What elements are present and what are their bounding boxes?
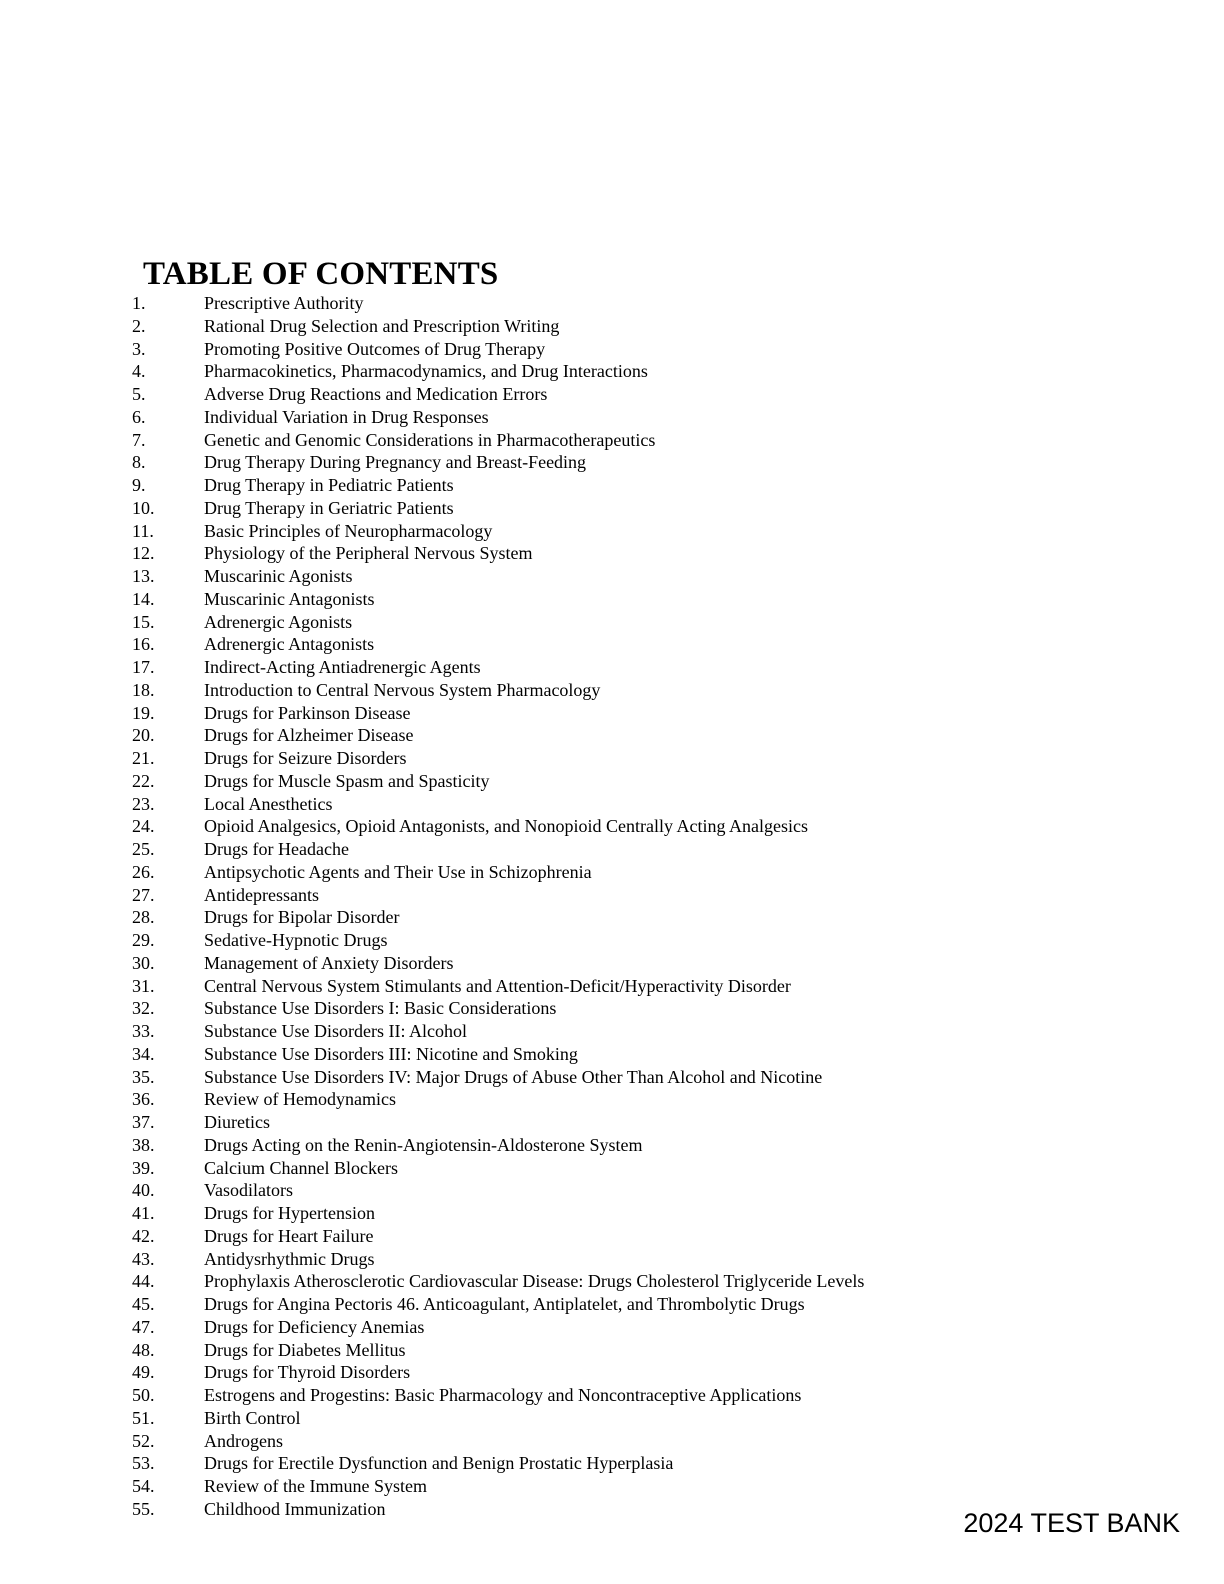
toc-entry (0, 793, 1100, 816)
toc-entry-number: 38. (132, 1134, 155, 1155)
toc-entry (0, 1430, 1100, 1453)
toc-entry (0, 1179, 1100, 1202)
toc-entry-number: 2. (132, 315, 146, 336)
toc-entry (0, 861, 1100, 884)
toc-entry-number: 40. (132, 1180, 155, 1201)
toc-entry-title: Opioid Analgesics, Opioid Antagonists, and Nonopioid Centrally Acting Analgesics (204, 816, 808, 837)
toc-entry-title: Drugs for Deficiency Anemias (204, 1316, 425, 1337)
toc-entry-number: 24. (132, 816, 155, 837)
toc-entry (0, 338, 1100, 361)
toc-entry (0, 1020, 1100, 1043)
toc-entry-number: 52. (132, 1430, 155, 1451)
toc-entry-title: Introduction to Central Nervous System Pharmacology (204, 679, 601, 700)
toc-entry-title: Drugs for Thyroid Disorders (204, 1362, 411, 1383)
toc-entry-number: 47. (132, 1316, 155, 1337)
toc-entry-number: 49. (132, 1362, 155, 1383)
toc-entry (0, 838, 1100, 861)
toc-entry-number: 15. (132, 611, 155, 632)
toc-entry (0, 542, 1100, 565)
toc-entry-number: 42. (132, 1225, 155, 1246)
toc-entry-number: 33. (132, 1021, 155, 1041)
toc-entry-title: Substance Use Disorders IV: Major Drugs of Abuse Other Than Alcohol and Nicotine (204, 1066, 823, 1087)
toc-entry-number: 45. (132, 1294, 155, 1314)
toc-entry (0, 702, 1100, 725)
toc-entry (0, 1202, 1100, 1225)
toc-entry-number: 18. (132, 679, 155, 700)
toc-entry-number: 10. (132, 497, 155, 518)
toc-entry-title: Rational Drug Selection and Prescription Writing (204, 315, 560, 336)
toc-entry-number: 43. (132, 1248, 155, 1269)
toc-entry (0, 1134, 1100, 1157)
toc-entry-number: 29. (132, 930, 155, 950)
toc-entry (0, 1452, 1100, 1475)
toc-entry-title: Estrogens and Progestins: Basic Pharmacology and Noncontraceptive Applications (204, 1385, 802, 1405)
toc-entry-title: Drugs for Erectile Dysfunction and Benign Prostatic Hyperplasia (204, 1453, 674, 1474)
toc-entry-title: Sedative-Hypnotic Drugs (204, 930, 388, 950)
toc-entry-number: 28. (132, 907, 155, 928)
toc-entry-title: Drugs for Hypertension (204, 1203, 375, 1223)
toc-entry (0, 679, 1100, 702)
toc-entry-number: 20. (132, 725, 155, 746)
toc-entry-number: 9. (132, 475, 146, 495)
toc-entry-title: Substance Use Disorders I: Basic Considerations (204, 998, 557, 1019)
toc-entry-number: 51. (132, 1407, 155, 1428)
toc-entry (0, 724, 1100, 747)
toc-entry (0, 1339, 1100, 1362)
toc-entry (0, 520, 1100, 543)
toc-entry-number: 31. (132, 975, 155, 996)
toc-entry-title: Adrenergic Agonists (204, 611, 353, 632)
toc-entry-title: Drug Therapy in Geriatric Patients (204, 497, 454, 518)
toc-entry (0, 429, 1100, 452)
toc-entry-title: Pharmacokinetics, Pharmacodynamics, and Drug Interactions (204, 361, 648, 382)
toc-entry-title: Adrenergic Antagonists (204, 634, 375, 655)
toc-entry-number: 3. (132, 338, 146, 359)
toc-entry-number: 44. (132, 1271, 155, 1292)
toc-entry (0, 1361, 1100, 1384)
toc-entry (0, 588, 1100, 611)
toc-entry (0, 451, 1100, 474)
toc-entry-title: Management of Anxiety Disorders (204, 952, 454, 973)
toc-entry (0, 1293, 1100, 1316)
toc-entry-title: Physiology of the Peripheral Nervous System (204, 543, 533, 564)
toc-entry-number: 48. (132, 1339, 155, 1360)
toc-entry-number: 37. (132, 1112, 155, 1132)
toc-entry-number: 12. (132, 543, 155, 564)
toc-entry (0, 315, 1100, 338)
toc-entry-title: Drugs Acting on the Renin-Angiotensin-Aldosterone System (204, 1134, 643, 1155)
toc-entry (0, 1111, 1100, 1134)
toc-entry-title: Childhood Immunization (204, 1498, 386, 1519)
toc-entry-title: Calcium Channel Blockers (204, 1157, 398, 1178)
toc-entry (0, 747, 1100, 770)
toc-entry (0, 565, 1100, 588)
toc-entry-title: Central Nervous System Stimulants and Attention-Deficit/Hyperactivity Disorder (204, 975, 791, 996)
toc-entry-number: 23. (132, 793, 155, 814)
toc-list (0, 292, 1100, 1521)
toc-entry-title: Drug Therapy in Pediatric Patients (204, 475, 454, 495)
toc-entry (0, 884, 1100, 907)
toc-entry (0, 292, 1100, 315)
toc-entry-title: Adverse Drug Reactions and Medication Errors (204, 384, 548, 404)
toc-entry-number: 17. (132, 657, 155, 677)
toc-entry-title: Antidysrhythmic Drugs (204, 1248, 375, 1269)
toc-entry-title: Genetic and Genomic Considerations in Pharmacotherapeutics (204, 429, 656, 450)
toc-entry-title: Review of Hemodynamics (204, 1089, 396, 1110)
toc-entry (0, 1225, 1100, 1248)
toc-entry-title: Promoting Positive Outcomes of Drug Therapy (204, 338, 546, 359)
toc-entry (0, 1066, 1100, 1089)
toc-entry-number: 55. (132, 1498, 155, 1519)
toc-entry-number: 19. (132, 702, 155, 723)
toc-entry-number: 6. (132, 406, 146, 427)
toc-entry-number: 34. (132, 1043, 155, 1064)
toc-entry-title: Local Anesthetics (204, 793, 333, 814)
toc-entry-number: 25. (132, 839, 155, 859)
toc-entry (0, 770, 1100, 793)
toc-entry (0, 406, 1100, 429)
toc-entry (0, 1407, 1100, 1430)
toc-entry (0, 1498, 1100, 1521)
toc-entry (0, 1088, 1100, 1111)
toc-entry (0, 997, 1100, 1020)
toc-entry-title: Antipsychotic Agents and Their Use in Schizophrenia (204, 861, 592, 882)
footer-label: 2024 TEST BANK (963, 1508, 1180, 1538)
toc-entry (0, 497, 1100, 520)
toc-entry-title: Substance Use Disorders III: Nicotine and Smoking (204, 1043, 578, 1064)
toc-entry (0, 906, 1100, 929)
toc-entry-title: Muscarinic Agonists (204, 566, 353, 586)
toc-entry-title: Drugs for Parkinson Disease (204, 702, 411, 723)
toc-entry-title: Drugs for Heart Failure (204, 1225, 374, 1246)
toc-entry-number: 54. (132, 1476, 155, 1496)
toc-entry-title: Indirect-Acting Antiadrenergic Agents (204, 657, 481, 677)
toc-entry (0, 1316, 1100, 1339)
toc-entry-number: 14. (132, 588, 155, 609)
toc-entry-title: Muscarinic Antagonists (204, 588, 375, 609)
toc-entry (0, 360, 1100, 383)
toc-entry-title: Drugs for Diabetes Mellitus (204, 1339, 406, 1360)
toc-entry-title: Drug Therapy During Pregnancy and Breast-Feeding (204, 452, 587, 473)
toc-entry-title: Drugs for Angina Pectoris 46. Anticoagulant, Antiplatelet, and Thrombolytic Drugs (204, 1294, 805, 1314)
toc-entry-title: Basic Principles of Neuropharmacology (204, 520, 493, 541)
toc-entry (0, 1157, 1100, 1180)
toc-entry-title: Drugs for Alzheimer Disease (204, 725, 414, 746)
toc-entry-number: 27. (132, 884, 155, 905)
toc-entry-number: 16. (132, 634, 155, 655)
toc-entry-title: Vasodilators (204, 1180, 293, 1201)
toc-entry-title: Antidepressants (204, 884, 319, 905)
toc-entry-title: Birth Control (204, 1407, 301, 1428)
toc-entry (0, 656, 1100, 679)
toc-entry-title: Prophylaxis Atherosclerotic Cardiovascular Disease: Drugs Cholesterol Triglyceride Levels (204, 1271, 865, 1292)
toc-entry-number: 7. (132, 429, 146, 450)
toc-entry (0, 633, 1100, 656)
toc-entry-title: Drugs for Bipolar Disorder (204, 907, 400, 928)
toc-entry (0, 474, 1100, 497)
toc-entry-number: 50. (132, 1385, 155, 1405)
toc-entry-title: Androgens (204, 1430, 283, 1451)
toc-entry-number: 36. (132, 1089, 155, 1110)
toc-entry (0, 1475, 1100, 1498)
page-title: TABLE OF CONTENTS (143, 256, 499, 292)
toc-entry-number: 32. (132, 998, 155, 1019)
toc-entry-title: Drugs for Seizure Disorders (204, 748, 407, 768)
toc-entry (0, 1248, 1100, 1271)
toc-entry-title: Drugs for Headache (204, 839, 349, 859)
toc-entry-number: 22. (132, 770, 155, 791)
toc-entry-number: 53. (132, 1453, 155, 1474)
toc-entry (0, 815, 1100, 838)
toc-entry-title: Diuretics (204, 1112, 270, 1132)
toc-entry (0, 1384, 1100, 1407)
toc-entry (0, 383, 1100, 406)
toc-entry (0, 1043, 1100, 1066)
toc-entry-title: Substance Use Disorders II: Alcohol (204, 1021, 467, 1041)
toc-entry-number: 5. (132, 384, 146, 404)
toc-entry-number: 4. (132, 361, 146, 382)
toc-entry-number: 8. (132, 452, 146, 473)
toc-entry (0, 611, 1100, 634)
toc-entry-title: Review of the Immune System (204, 1476, 427, 1496)
toc-entry-number: 30. (132, 952, 155, 973)
toc-entry-number: 39. (132, 1157, 155, 1178)
toc-entry-number: 13. (132, 566, 155, 586)
toc-entry (0, 929, 1100, 952)
toc-entry (0, 952, 1100, 975)
toc-entry-number: 1. (132, 293, 146, 313)
toc-entry-number: 11. (132, 520, 154, 541)
toc-entry-title: Individual Variation in Drug Responses (204, 406, 489, 427)
toc-entry (0, 975, 1100, 998)
toc-entry-number: 21. (132, 748, 155, 768)
toc-entry-title: Prescriptive Authority (204, 293, 364, 313)
toc-entry (0, 1270, 1100, 1293)
toc-entry-title: Drugs for Muscle Spasm and Spasticity (204, 770, 490, 791)
toc-entry-number: 35. (132, 1066, 155, 1087)
toc-entry-number: 41. (132, 1203, 155, 1223)
toc-entry-number: 26. (132, 861, 155, 882)
